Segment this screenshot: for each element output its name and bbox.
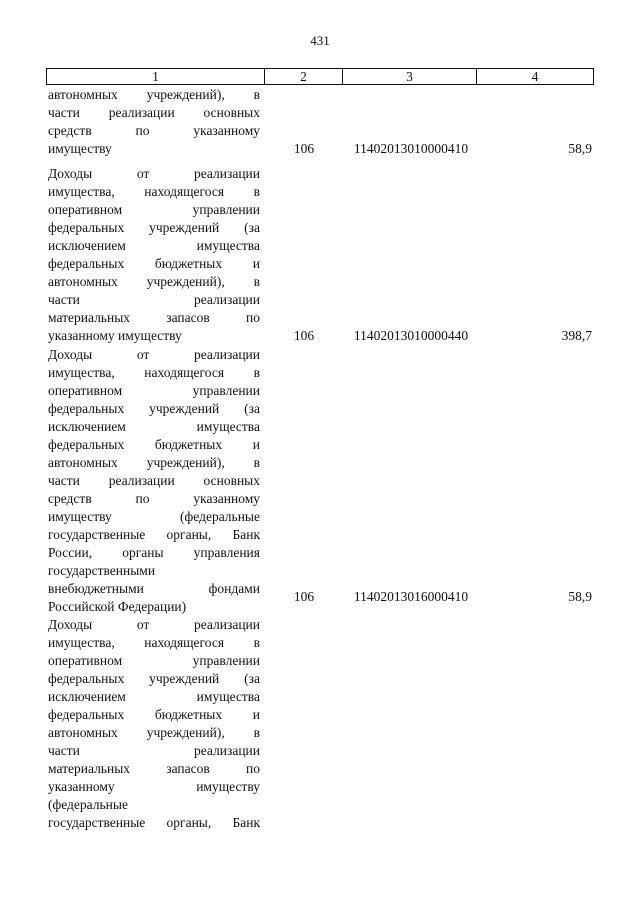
- header-col-1: 1: [47, 69, 265, 84]
- description-line: федеральных бюджетных и: [48, 707, 260, 722]
- row-code-3: 11402013010000440: [353, 328, 469, 343]
- description-line: федеральных учреждений (за: [48, 671, 260, 686]
- description-line: оперативном управлении: [48, 202, 260, 217]
- description-line: Доходы от реализации: [48, 617, 260, 632]
- description-line: имущества, находящегося в: [48, 365, 260, 380]
- row-code-2: 106: [293, 141, 315, 156]
- description-line: исключением имущества: [48, 419, 260, 434]
- row-amount: 58,9: [568, 141, 592, 156]
- table-row: [48, 346, 594, 616]
- description-line: материальных запасов по: [48, 761, 260, 776]
- description-line: федеральных учреждений (за: [48, 220, 260, 235]
- description-line: Доходы от реализации: [48, 166, 260, 181]
- description-line: указанному имуществу: [48, 328, 182, 343]
- description-line: автономных учреждений), в: [48, 725, 260, 740]
- description-line: Российской Федерации): [48, 599, 187, 614]
- description-line: государственные органы, Банк: [48, 815, 260, 830]
- description-line: федеральных учреждений (за: [48, 401, 260, 416]
- table-header: [46, 68, 594, 85]
- description-line: автономных учреждений), в: [48, 455, 260, 470]
- description-line: оперативном управлении: [48, 653, 260, 668]
- description-line: внебюджетными фондами: [48, 581, 260, 596]
- description-line: государственными: [48, 563, 156, 578]
- row-code-2: 106: [293, 328, 315, 343]
- row-code-2: 106: [293, 589, 315, 604]
- row-description: [48, 86, 260, 158]
- description-line: Доходы от реализации: [48, 347, 260, 362]
- description-line: средств по указанному: [48, 123, 260, 138]
- header-col-4: 4: [531, 69, 539, 84]
- description-line: автономных учреждений), в: [48, 87, 260, 102]
- description-line: исключением имущества: [48, 238, 260, 253]
- table-row: [48, 86, 594, 158]
- description-line: материальных запасов по: [48, 310, 260, 325]
- description-line: (федеральные: [48, 797, 128, 812]
- row-description: [48, 165, 260, 345]
- row-amount: 398,7: [561, 328, 592, 343]
- description-line: автономных учреждений), в: [48, 274, 260, 289]
- row-description: [48, 616, 260, 832]
- row-amount: 58,9: [568, 589, 592, 604]
- page-number: 431: [310, 33, 330, 48]
- header-col-3: 3: [343, 69, 477, 84]
- description-line: имуществу: [48, 141, 112, 156]
- description-line: имущества, находящегося в: [48, 184, 260, 199]
- description-line: части реализации: [48, 292, 260, 307]
- description-line: федеральных бюджетных и: [48, 256, 260, 271]
- description-line: оперативном управлении: [48, 383, 260, 398]
- row-code-3: 11402013010000410: [353, 141, 469, 156]
- description-line: имуществу (федеральные: [48, 509, 260, 524]
- description-line: части реализации основных: [48, 105, 260, 120]
- description-line: указанному имуществу: [48, 779, 260, 794]
- description-line: части реализации: [48, 743, 260, 758]
- description-line: государственные органы, Банк: [48, 527, 260, 542]
- row-code-3: 11402013016000410: [353, 589, 469, 604]
- row-description: [48, 346, 260, 616]
- header-col-2: 2: [265, 69, 343, 84]
- table-row: [48, 616, 594, 832]
- description-line: исключением имущества: [48, 689, 260, 704]
- description-line: части реализации основных: [48, 473, 260, 488]
- description-line: средств по указанному: [48, 491, 260, 506]
- table-row: [48, 165, 594, 345]
- description-line: России, органы управления: [48, 545, 260, 560]
- description-line: федеральных бюджетных и: [48, 437, 260, 452]
- description-line: имущества, находящегося в: [48, 635, 260, 650]
